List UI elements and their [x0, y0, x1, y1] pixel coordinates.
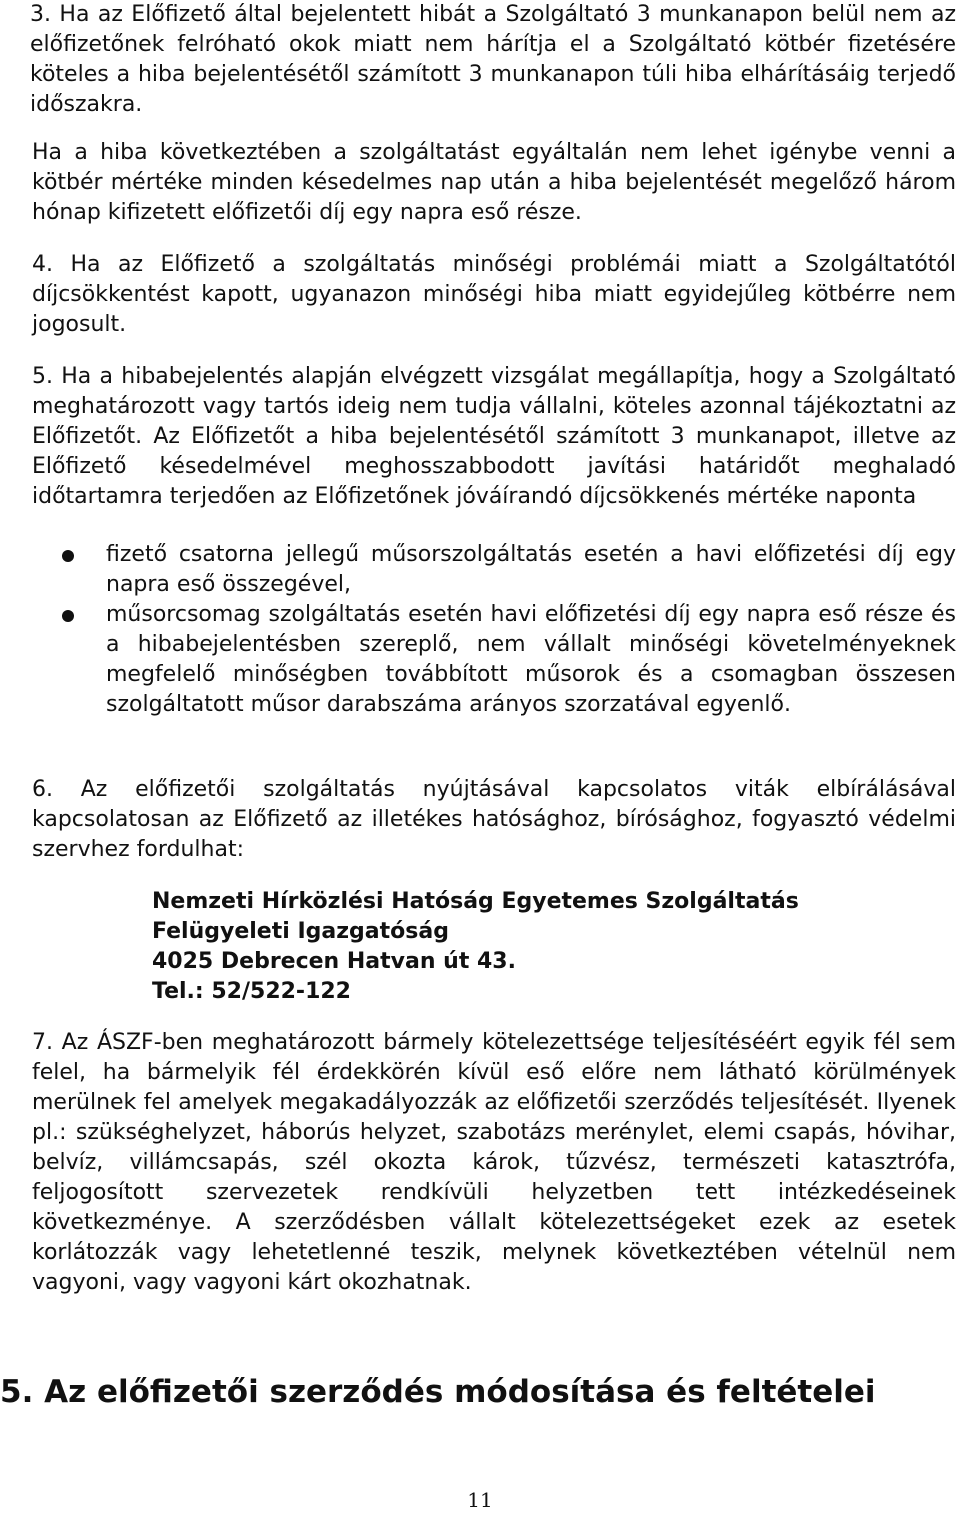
paragraph-5: 5. Ha a hibabejelentés alapján elvégzett vizsgálat megállapítja, hogy a Szolgáltató meghatározott vagy tartós ideig nem tudja vállalni, köteles azonnal tájékoztatni az Előfizetőt. Az Előfizetőt a hiba bejelentésétől számított 3 munkanapot, illetve az Előfizető késedelmével meghosszabbodott javítási határidőt meghaladó időtartamra terjedően az Előfizetőnek jóváírandó díjcsökkenés mértéke naponta — [32, 364, 956, 509]
paragraph-7: 7. Az ÁSZF-ben meghatározott bármely kötelezettsége teljesítéséért egyik fél sem felel, ha bármelyik fél érdekkörén kívül eső előre nem látható körülmények merülnek fel amelyek megakadályozzák az előfizetői szerződés teljesítését. Ilyenek pl.: szükséghelyzet, háborús helyzet, szabotázs merénylet, elemi csapás, hóvihar, belvíz, villámcsapás, szél okozta károk, tűzvész, természeti katasztrófa, feljogosított szervezetek rendkívüli helyzetben tett intézkedéseinek következménye. A szerződésben vállalt kötelezettségeket ezek az esetek korlátozzák vagy lehetetlenné teszik, melynek következtében vételnül nem vagyoni, vagy vagyoni kárt okozhatnak. — [32, 1030, 956, 1295]
paragraph-3: 3. Ha az Előfizető által bejelentett hibát a Szolgáltató 3 munkanapon belül nem az előfizetőnek felróható okok miatt nem hárítja el a Szolgáltató kötbér fizetésére köteles a hiba bejelentésétől számított 3 munkanapon túli hiba elhárításáig terjedő időszakra. — [30, 2, 956, 117]
paragraph-4: 4. Ha az Előfizető a szolgáltatás minőségi problémái miatt a Szolgáltatótól díjcsökkentést kapott, ugyanazon minőségi hiba miatt egyidejűleg kötbérre nem jogosult. — [32, 252, 956, 337]
address-line: Felügyeleti Igazgatóság — [152, 919, 449, 944]
address-line: 4025 Debrecen Hatvan út 43. — [152, 949, 516, 974]
list-item — [32, 600, 956, 720]
address-phone: Tel.: 52/522-122 — [152, 979, 351, 1004]
bullet-text: műsorcsomag szolgáltatás esetén havi előfizetési díj egy napra eső része és a hibabejelentésben szereplő, nem vállalt minőségi követelményeknek megfelelő minőségben továbbított műsorok és a csomagban összesen szolgáltatott műsor darabszáma arányos szorzatával egyenlő. — [106, 602, 956, 717]
paragraph-6: 6. Az előfizetői szolgáltatás nyújtásával kapcsolatos viták elbírálásával kapcsolatosan az Előfizető az illetékes hatósághoz, bírósághoz, fogyasztó védelmi szervhez fordulhat: — [32, 777, 956, 862]
section-heading: 5. Az előfizetői szerződés módosítása és feltételei — [0, 1374, 876, 1410]
address-line: Nemzeti Hírközlési Hatóság Egyetemes Szolgáltatás — [152, 889, 799, 914]
list-item — [32, 540, 956, 600]
bullet-icon — [62, 610, 74, 622]
bullet-list — [32, 540, 956, 720]
page-number: 11 — [467, 1488, 493, 1512]
bullet-icon — [62, 550, 74, 562]
bullet-text: fizető csatorna jellegű műsorszolgáltatás esetén a havi előfizetési díj egy napra eső összegével, — [106, 542, 956, 597]
authority-address — [152, 887, 799, 1007]
paragraph-3-continued: Ha a hiba következtében a szolgáltatást egyáltalán nem lehet igénybe venni a kötbér mértéke minden késedelmes nap után a hiba bejelentését megelőző három hónap kifizetett előfizetői díj egy napra eső része. — [32, 140, 956, 225]
